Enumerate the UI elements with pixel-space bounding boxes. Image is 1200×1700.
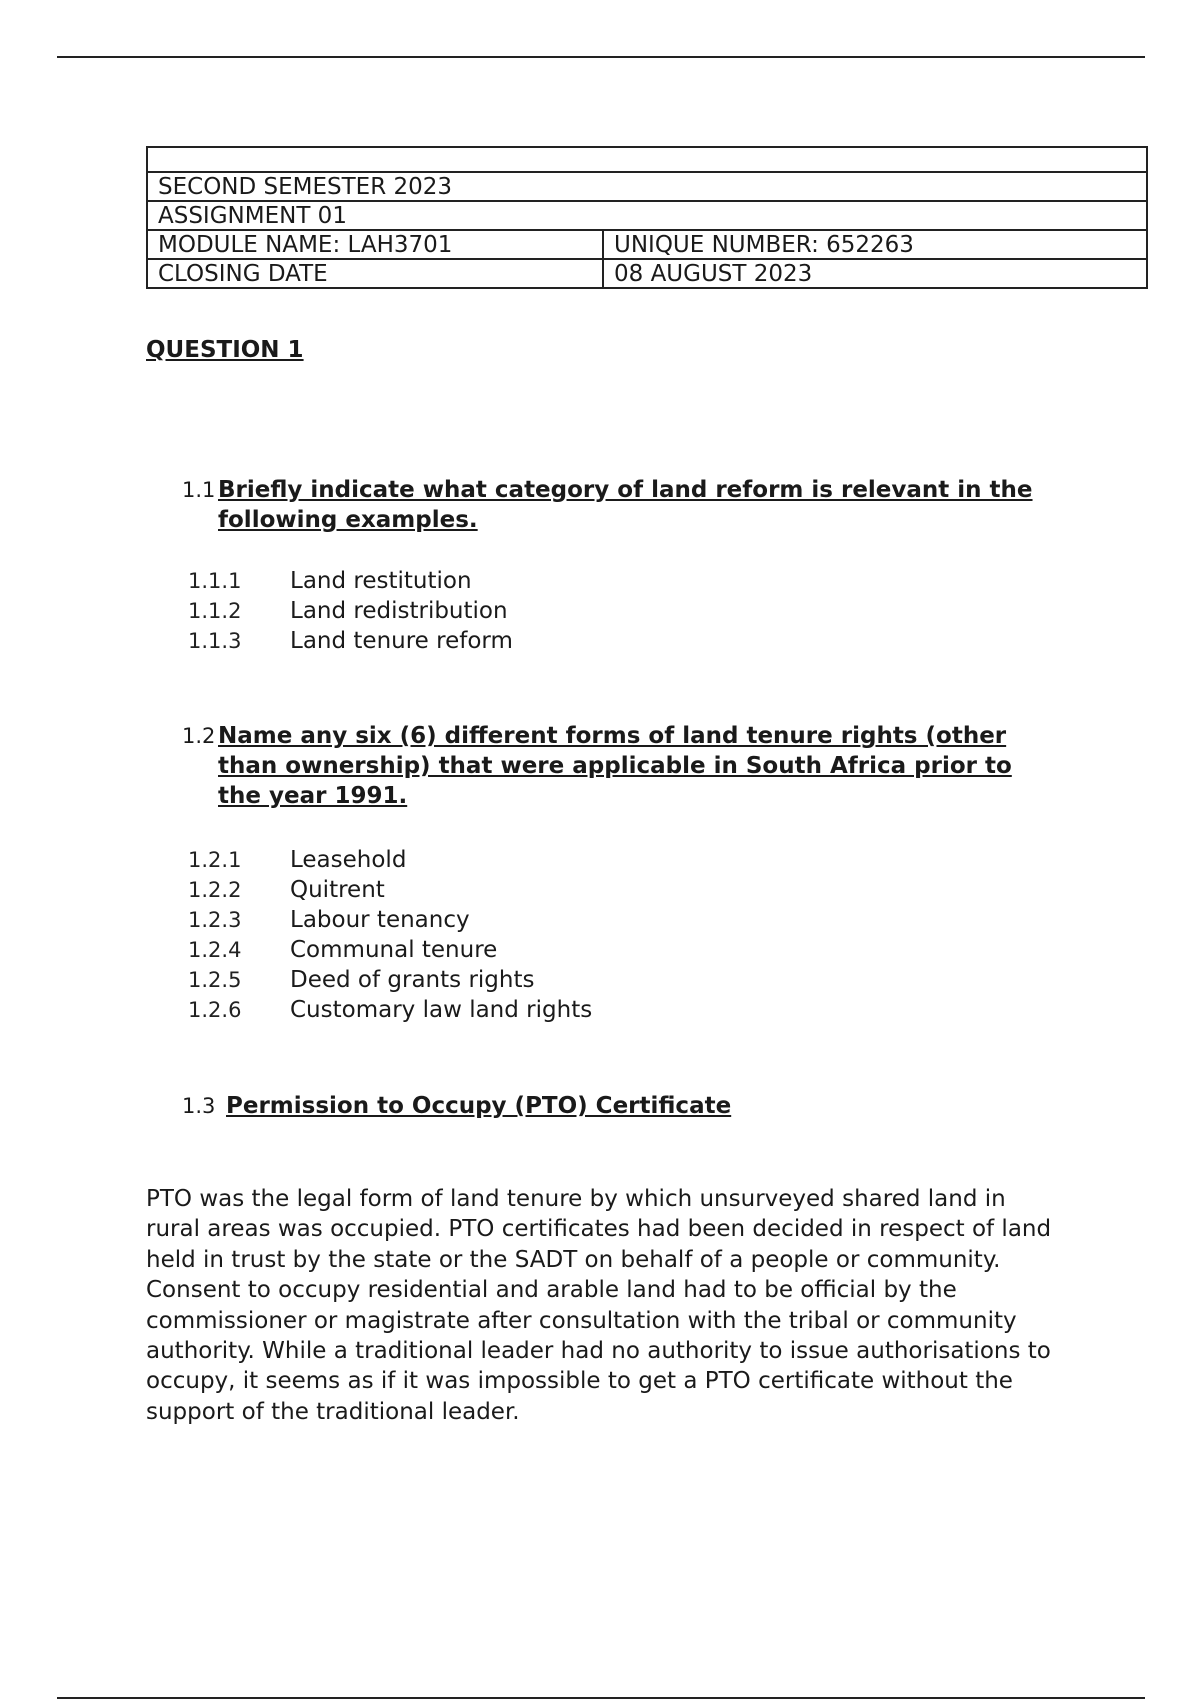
list-item <box>188 875 592 905</box>
item-text: Land tenure reform <box>290 628 513 654</box>
question-title: QUESTION 1 <box>146 337 304 363</box>
section-1-2-heading <box>182 721 1062 811</box>
module-name-cell: MODULE NAME: LAH3701 <box>147 230 603 259</box>
item-text: Quitrent <box>290 877 385 903</box>
item-number: 1.2.2 <box>188 878 242 902</box>
section-1-1-heading <box>182 475 1052 535</box>
section-number: 1.2 <box>182 724 216 748</box>
table-row <box>147 147 1147 172</box>
item-number: 1.2.6 <box>188 998 242 1022</box>
list-item <box>188 965 592 995</box>
list-item <box>188 566 513 596</box>
section-heading-text: Permission to Occupy (PTO) Certificate <box>226 1093 732 1119</box>
list-item <box>188 995 592 1025</box>
list-item <box>188 845 592 875</box>
item-text: Leasehold <box>290 847 407 873</box>
table-row <box>147 259 1147 288</box>
assignment-cell: ASSIGNMENT 01 <box>147 201 1147 230</box>
unique-number-cell: UNIQUE NUMBER: 652263 <box>603 230 1147 259</box>
item-number: 1.2.5 <box>188 968 242 992</box>
item-number: 1.1.1 <box>188 569 242 593</box>
table-row <box>147 230 1147 259</box>
list-item <box>188 626 513 656</box>
footer-rule <box>57 1697 1145 1699</box>
item-number: 1.2.3 <box>188 908 242 932</box>
table-cell-empty <box>147 147 1147 172</box>
section-heading-text: Name any six (6) different forms of land tenure rights (other than ownership) that were applicable in South Africa prior to the year 1991. <box>218 723 1012 809</box>
section-number: 1.3 <box>182 1094 216 1118</box>
table-row <box>147 172 1147 201</box>
item-text: Land restitution <box>290 568 472 594</box>
table-row <box>147 201 1147 230</box>
closing-date-label-cell: CLOSING DATE <box>147 259 603 288</box>
list-item <box>188 596 513 626</box>
list-item <box>188 935 592 965</box>
header-rule <box>57 56 1145 58</box>
item-number: 1.1.2 <box>188 599 242 623</box>
answer-paragraph: PTO was the legal form of land tenure by which unsurveyed shared land in rural areas was occupied. PTO certificates had been decided in respect of land held in trust by the state or the SADT on behalf of a people or community. Consent to occupy residential and arable land had to be official by the commissioner or magistrate after consultation with the tribal or community authority. While a traditional leader had no authority to issue authorisations to occupy, it seems as if it was impossible to get a PTO certificate without the support of the traditional leader. <box>146 1186 1052 1425</box>
semester-cell: SECOND SEMESTER 2023 <box>147 172 1147 201</box>
section-number: 1.1 <box>182 478 216 502</box>
item-text: Deed of grants rights <box>290 967 535 993</box>
section-1-3-heading <box>182 1091 1062 1121</box>
item-number: 1.1.3 <box>188 629 242 653</box>
item-text: Labour tenancy <box>290 907 470 933</box>
item-number: 1.2.1 <box>188 848 242 872</box>
item-number: 1.2.4 <box>188 938 242 962</box>
item-text: Customary law land rights <box>290 997 593 1023</box>
closing-date-value-cell: 08 AUGUST 2023 <box>603 259 1147 288</box>
section-1-2-list <box>188 845 592 1025</box>
section-1-1-list <box>188 566 513 656</box>
assignment-info-table <box>146 146 1148 289</box>
section-heading-text: Briefly indicate what category of land reform is relevant in the following examples. <box>218 477 1033 533</box>
list-item <box>188 905 592 935</box>
item-text: Communal tenure <box>290 937 498 963</box>
item-text: Land redistribution <box>290 598 508 624</box>
